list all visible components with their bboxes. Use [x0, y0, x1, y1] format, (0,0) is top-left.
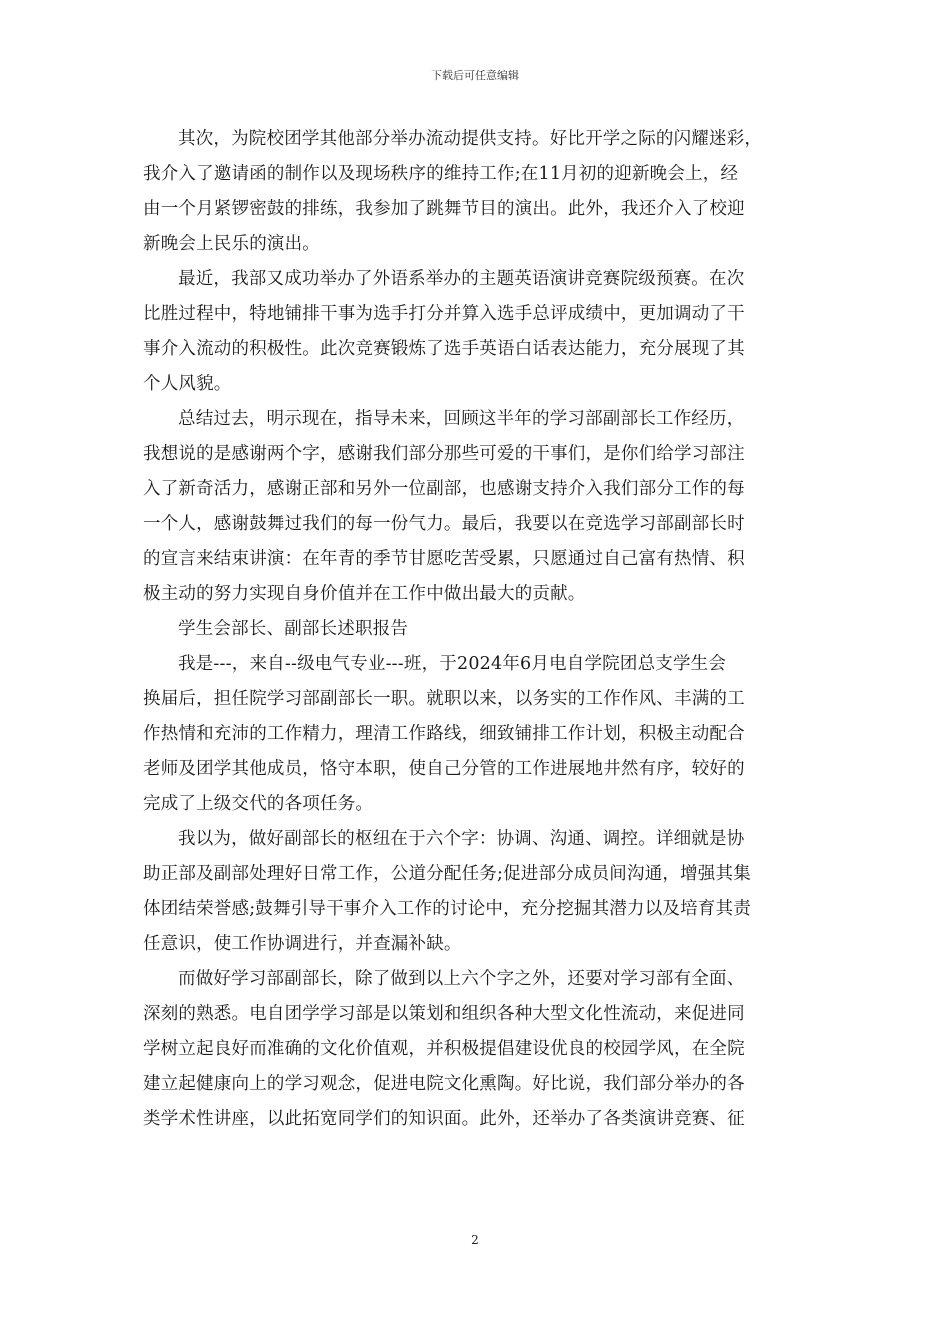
- paragraph-summary: 总结过去，明示现在，指导未来，回顾这半年的学习部副部长工作经历， 我想说的是感谢两个字，感谢我们部分那些可爱的干事们，是你们给学习部注 入了新奇活力，感谢正部和另外一位副部，也感谢支持介入我们部分工作的每 一个人，感谢鼓舞过我们的每一份气力。最后，我要以在竞选学习部副部长时 的宣言来结束讲演：在年青的季节甘愿吃苦受累，只愿通过自己富有热情、积 极主动的努力实现自身价值并在工作中做出最大的贡献。: [143, 409, 745, 604]
- paragraph-english-contest: 最近，我部又成功举办了外语系举办的主题英语演讲竞赛院级预赛。在次 比胜过程中，特地铺排干事为选手打分并算入选手总评成绩中，更加调动了干 事介入流动的积极性。此次竞赛锻炼了选手英语白话表达能力，充分展现了其 个人风貌。: [143, 269, 745, 394]
- page-number: 2: [471, 1233, 479, 1247]
- paragraph-key-responsibilities: 我以为，做好副部长的枢纽在于六个字：协调、沟通、调控。详细就是协 助正部及副部处理好日常工作，公道分配任务;促进部分成员间沟通，增强其集 体团结荣誉感;鼓舞引导干事介入工作的讨论中，充分挖掘其潜力以及培育其责 任意识，使工作协调进行，并查漏补缺。: [143, 829, 751, 954]
- page-header: 下载后可任意编辑: [431, 69, 519, 82]
- document-body: [143, 122, 813, 1137]
- section-heading: 学生会部长、副部长述职报告: [178, 619, 409, 639]
- paragraph-introduction: 我是---，来自--级电气专业---班，于2024年6月电自学院团总支学生会 换届后，担任院学习部副部长一职。就职以来，以务实的工作作风、丰满的工 作热情和充沛的工作精力，理清工作路线，细致铺排工作计划，积极主动配合 老师及团学其他成员，恪守本职，使自己分管的工作进展地井然有序，较好的 完成了上级交代的各项任务。: [143, 654, 745, 814]
- paragraph-study-department: 而做好学习部副部长，除了做到以上六个字之外，还要对学习部有全面、 深刻的熟悉。电自团学学习部是以策划和组织各种大型文化性流动，来促进同 学树立起良好而准确的文化价值观，并积极提倡建设优良的校园学风，在全院 建立起健康向上的学习观念，促进电院文化熏陶。好比说，我们部分举办的各 类学术性讲座，以此拓宽同学们的知识面。此外，还举办了各类演讲竞赛、征: [143, 969, 745, 1129]
- paragraph-support-activities: 其次，为院校团学其他部分举办流动提供支持。好比开学之际的闪耀迷彩， 我介入了邀请函的制作以及现场秩序的维持工作;在11月初的迎新晚会上，经 由一个月紧锣密鼓的排练，我参加了跳舞节目的演出。此外，我还介入了校迎 新晚会上民乐的演出。: [143, 129, 763, 254]
